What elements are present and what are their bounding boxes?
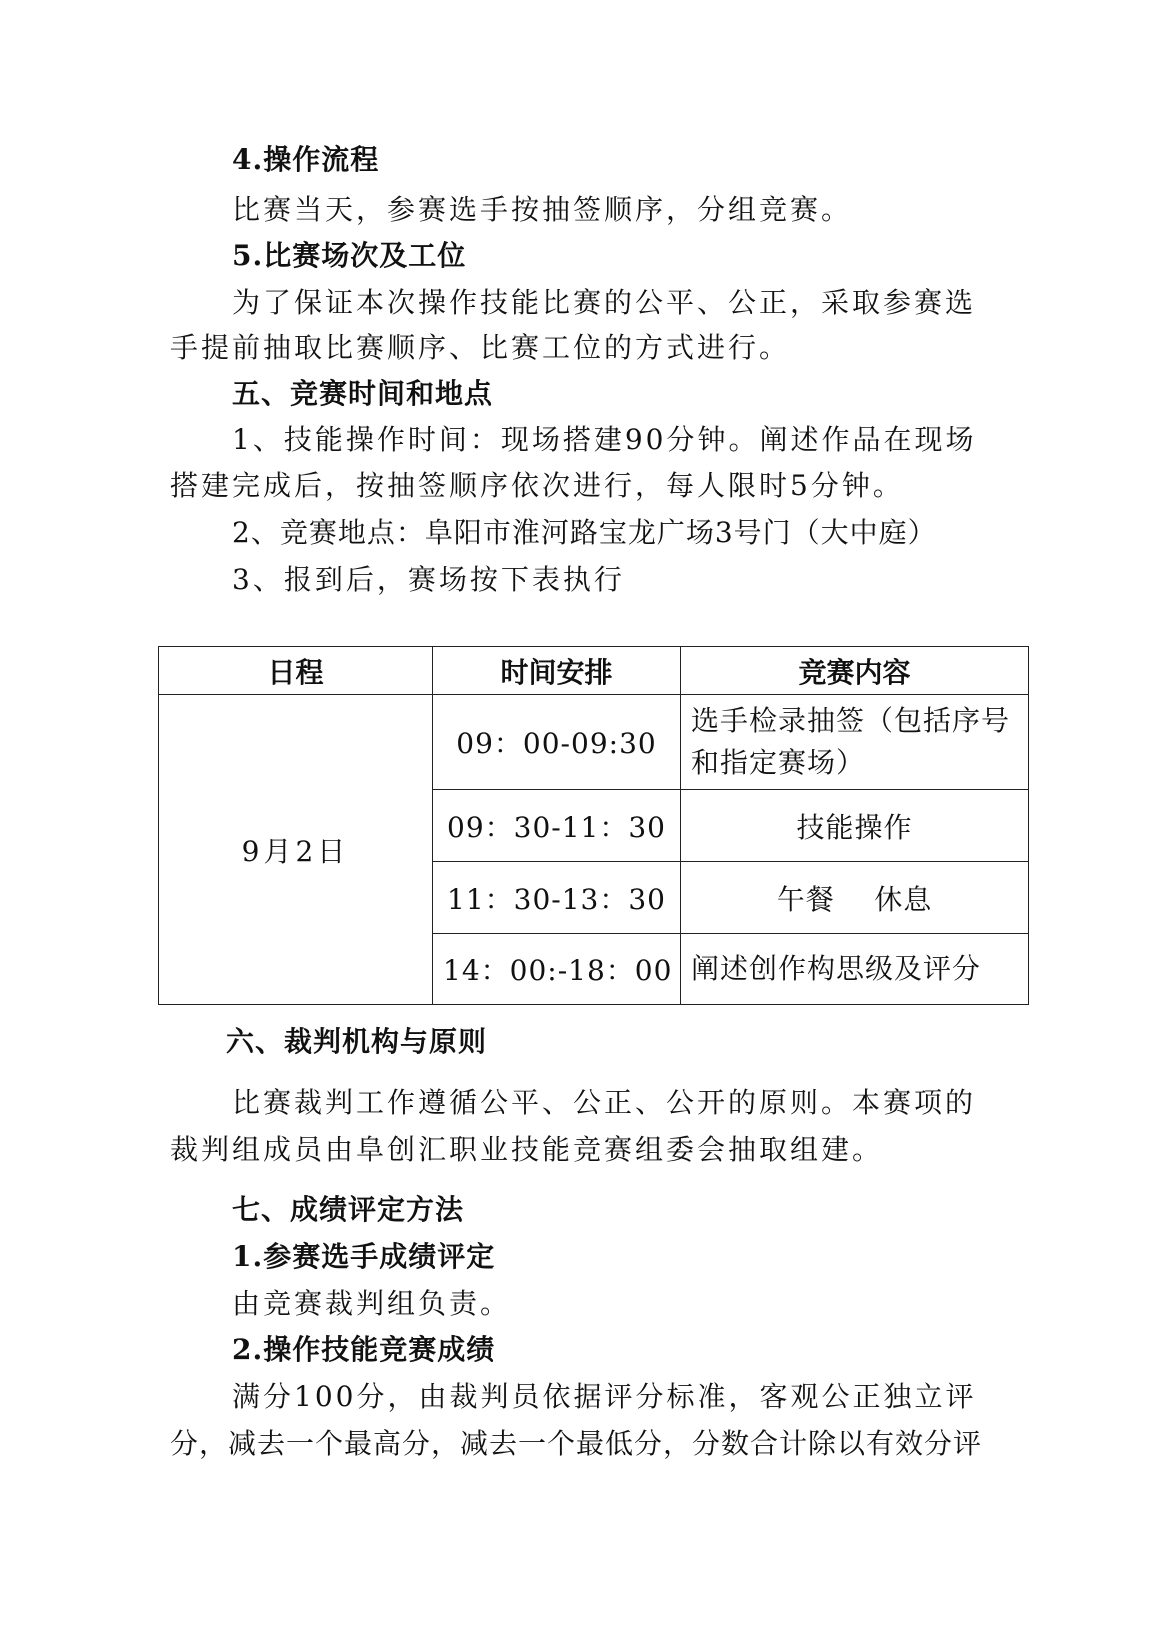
header-date: 日程 (159, 647, 433, 695)
part-7-sub2-title: 2.操作技能竞赛成绩 (232, 1333, 496, 1366)
section-5-body-line2: 手提前抽取比赛顺序、比赛工位的方式进行。 (170, 331, 791, 364)
schedule-time: 09：30-11：30 (433, 790, 681, 862)
header-time: 时间安排 (433, 647, 681, 695)
schedule-content: 选手检录抽签（包括序号和指定赛场） (681, 695, 1029, 790)
schedule-time: 14：00:-18：00 (433, 934, 681, 1005)
schedule-content: 技能操作 (681, 790, 1029, 862)
section-5-title: 5.比赛场次及工位 (232, 239, 467, 272)
part-7-sub2-body-line2: 分，减去一个最高分，减去一个最低分，分数合计除以有效分评 (170, 1427, 983, 1460)
schedule-content: 午餐 休息 (681, 862, 1029, 934)
part-5-item1-line2: 搭建完成后，按抽签顺序依次进行，每人限时5分钟。 (170, 469, 904, 502)
section-5-body-line1: 为了保证本次操作技能比赛的公平、公正，采取参赛选 (232, 286, 977, 319)
part-6-heading: 六、裁判机构与原则 (226, 1025, 488, 1058)
section-4-body: 比赛当天，参赛选手按抽签顺序，分组竞赛。 (232, 193, 853, 226)
schedule-time: 09：00-09:30 (433, 695, 681, 790)
schedule-time: 11：30-13：30 (433, 862, 681, 934)
table-row (159, 695, 1029, 790)
part-7-heading: 七、成绩评定方法 (232, 1193, 465, 1226)
schedule-date: 9月2日 (159, 695, 433, 1005)
part-5-heading: 五、竞赛时间和地点 (232, 377, 494, 410)
part-5-item3: 3、报到后，赛场按下表执行 (232, 563, 625, 596)
schedule-table (158, 646, 1029, 1005)
schedule-content: 阐述创作构思级及评分 (681, 934, 1029, 1005)
part-5-item2: 2、竞赛地点：阜阳市淮河路宝龙广场3号门（大中庭） (232, 516, 937, 549)
part-7-sub1-title: 1.参赛选手成绩评定 (232, 1240, 496, 1273)
header-content: 竞赛内容 (681, 647, 1029, 695)
part-7-sub1-body: 由竞赛裁判组负责。 (232, 1287, 512, 1320)
part-7-sub2-body-line1: 满分100分，由裁判员依据评分标准，客观公正独立评 (232, 1380, 977, 1413)
part-6-body-line1: 比赛裁判工作遵循公平、公正、公开的原则。本赛项的 (232, 1086, 977, 1119)
table-header-row (159, 647, 1029, 695)
part-6-body-line2: 裁判组成员由阜创汇职业技能竞赛组委会抽取组建。 (170, 1133, 884, 1166)
section-4-title: 4.操作流程 (232, 143, 380, 176)
part-5-item1-line1: 1、技能操作时间：现场搭建90分钟。阐述作品在现场 (232, 423, 977, 456)
